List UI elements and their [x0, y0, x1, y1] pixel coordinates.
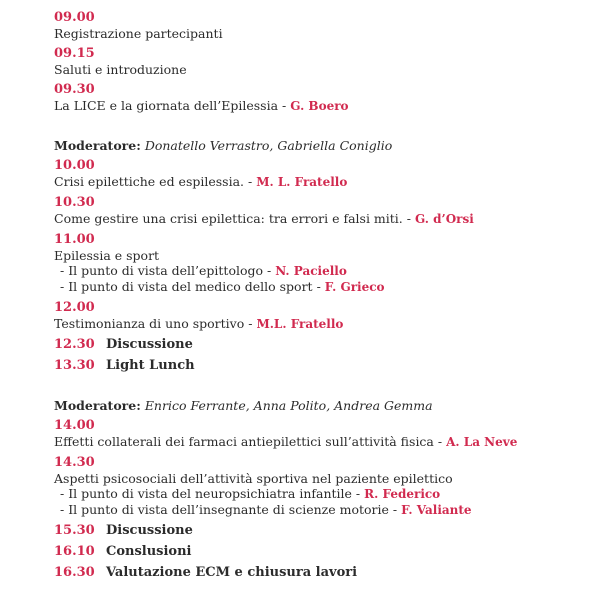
item-label: Conslusioni [106, 544, 192, 559]
item-speaker: F. Grieco [324, 280, 385, 294]
item-speaker: M. L. Fratello [256, 175, 348, 189]
item-speaker: G. d’Orsi [414, 212, 474, 226]
item-speaker: F. Valiante [401, 503, 472, 517]
program-item [54, 300, 584, 332]
item-time: 10.30 [54, 195, 95, 210]
program-item-inline [54, 565, 584, 581]
speaker-separator: - [282, 98, 287, 113]
moderator-label: Moderatore: [54, 138, 141, 153]
item-time: 11.00 [54, 232, 95, 247]
sub-item [54, 279, 584, 295]
program-item-inline [54, 544, 584, 560]
item-time: 09.30 [54, 82, 95, 97]
item-speaker: N. Paciello [275, 264, 347, 278]
item-time: 09.00 [54, 10, 95, 25]
item-label: Discussione [106, 337, 193, 352]
item-title: Testimonianza di uno sportivo [54, 316, 245, 331]
moderator-label: Moderatore: [54, 398, 141, 413]
item-time: 14.30 [54, 455, 95, 470]
item-speaker: A. La Neve [446, 435, 518, 449]
item-title: Crisi epilettiche ed espilessia. [54, 174, 245, 189]
sub-item [54, 486, 584, 502]
sub-item-text: - Il punto di vista del neuropsichiatra infantile [60, 486, 352, 501]
speaker-separator: - [267, 263, 272, 278]
item-speaker: R. Federico [364, 487, 441, 501]
item-title: Epilessia e sport [54, 248, 160, 263]
sub-item [54, 263, 584, 279]
program-item [54, 46, 584, 77]
speaker-separator: - [248, 316, 253, 331]
item-time: 16.10 [54, 544, 95, 559]
item-time: 13.30 [54, 358, 95, 373]
speaker-separator: - [248, 174, 253, 189]
moderator-line [54, 138, 584, 153]
sub-item-text: - Il punto di vista dell’epittologo [60, 263, 264, 278]
item-label: Valutazione ECM e chiusura lavori [106, 565, 358, 580]
item-title: Come gestire una crisi epilettica: tra errori e falsi miti. [54, 211, 403, 226]
item-label: Discussione [106, 523, 193, 538]
item-time: 12.00 [54, 300, 95, 315]
item-title: Aspetti psicosociali dell’attività sportiva nel paziente epilettico [54, 471, 453, 486]
program-item [54, 232, 584, 295]
speaker-separator: - [392, 502, 398, 517]
moderator-names: Donatello Verrastro, Gabriella Coniglio [144, 138, 393, 153]
program-item-inline [54, 523, 584, 539]
item-label: Light Lunch [106, 358, 195, 373]
speaker-separator: - [316, 279, 321, 294]
speaker-separator: - [437, 434, 443, 449]
program-item [54, 455, 584, 518]
program-item [54, 10, 584, 41]
item-time: 14.00 [54, 418, 95, 433]
program-item-inline [54, 358, 584, 374]
program-item [54, 195, 584, 227]
program-item-inline [54, 337, 584, 353]
speaker-separator: - [406, 211, 411, 226]
moderator-names: Enrico Ferrante, Anna Polito, Andrea Gemma [144, 398, 433, 413]
item-title: Effetti collaterali dei farmaci antiepilettici sull’attività fisica [54, 434, 434, 449]
item-time: 12.30 [54, 337, 95, 352]
program-page [54, 10, 584, 581]
item-time: 09.15 [54, 46, 95, 61]
item-time: 10.00 [54, 158, 95, 173]
sub-item-text: - Il punto di vista dell’insegnante di scienze motorie [60, 502, 389, 517]
item-title: Saluti e introduzione [54, 62, 187, 77]
item-title: La LICE e la giornata dell’Epilessia [54, 98, 279, 113]
sub-item-text: - Il punto di vista del medico dello sport [60, 279, 313, 294]
item-speaker: G. Boero [290, 99, 349, 113]
moderator-line [54, 398, 584, 413]
item-speaker: M.L. Fratello [256, 317, 344, 331]
program-item [54, 158, 584, 190]
speaker-separator: - [355, 486, 361, 501]
program-item [54, 82, 584, 114]
program-item [54, 418, 584, 450]
item-title: Registrazione partecipanti [54, 26, 223, 41]
item-time: 15.30 [54, 523, 95, 538]
item-time: 16.30 [54, 565, 95, 580]
sub-item [54, 502, 584, 518]
